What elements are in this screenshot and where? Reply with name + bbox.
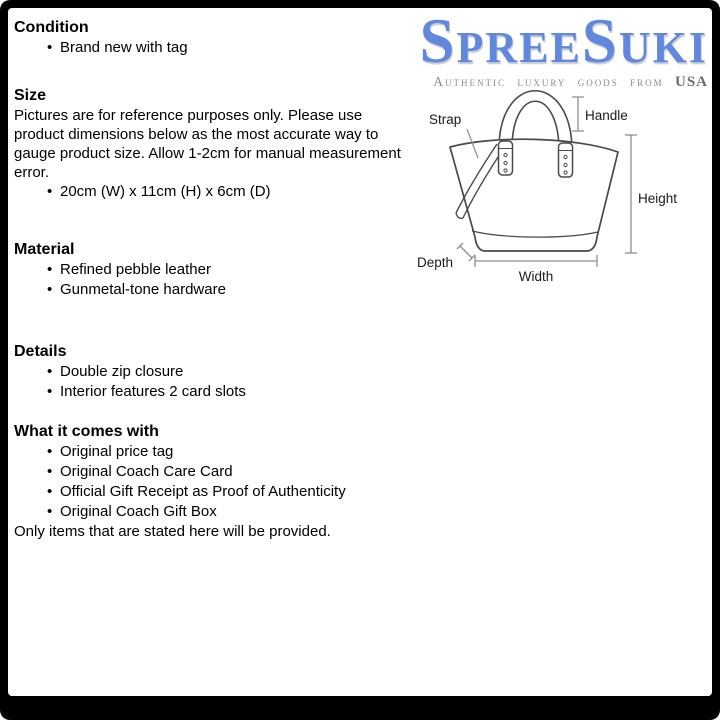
list-item-text: Gunmetal-tone hardware xyxy=(60,281,226,298)
list-item xyxy=(47,482,712,502)
bag-left-tab xyxy=(499,141,513,175)
bullet-dot: • xyxy=(47,39,53,56)
list-item-text: Original Coach Care Card xyxy=(60,463,233,480)
list-item xyxy=(47,462,712,482)
bullet-dot: • xyxy=(47,503,53,520)
condition-list xyxy=(14,38,712,58)
size-list xyxy=(14,182,712,202)
details-list xyxy=(14,362,712,402)
list-item-text: Brand new with tag xyxy=(60,39,188,56)
section-title-details: Details xyxy=(14,343,67,360)
bullet-dot: • xyxy=(47,443,53,460)
list-item-text: Interior features 2 card slots xyxy=(60,383,246,400)
list-item-text: 20cm (W) x 11cm (H) x 6cm (D) xyxy=(60,183,271,200)
list-item xyxy=(47,502,712,522)
bag-strap-end xyxy=(456,213,463,218)
list-item xyxy=(47,280,712,300)
brand-tagline-text: Authentic luxury goods from xyxy=(433,74,664,89)
bullet-dot: • xyxy=(47,183,53,200)
included-list xyxy=(14,442,712,522)
strap-label: Strap xyxy=(429,112,462,127)
bullet-dot: • xyxy=(47,483,53,500)
list-item xyxy=(47,442,712,462)
section-title-material: Material xyxy=(14,241,75,258)
height-label: Height xyxy=(638,191,678,206)
bullet-dot: • xyxy=(47,363,53,380)
bag-right-tab xyxy=(559,143,573,177)
width-label: Width xyxy=(518,269,554,284)
listing-description-panel xyxy=(8,8,712,696)
section-title-condition: Condition xyxy=(14,19,89,36)
list-item-text: Original Coach Gift Box xyxy=(60,503,217,520)
brand-name: SpreeSuki xyxy=(419,8,708,76)
bullet-dot: • xyxy=(47,261,53,278)
bullet-dot: • xyxy=(47,281,53,298)
list-item-text: Original price tag xyxy=(60,443,174,460)
list-item xyxy=(47,38,712,58)
bullet-dot: • xyxy=(47,463,53,480)
list-item xyxy=(47,182,712,202)
list-item xyxy=(47,362,712,382)
list-item-text: Official Gift Receipt as Proof of Authenticity xyxy=(60,483,346,500)
depth-label: Depth xyxy=(417,255,454,270)
list-item-text: Refined pebble leather xyxy=(60,261,211,278)
section-title-size: Size xyxy=(14,87,47,104)
list-item xyxy=(47,260,712,280)
list-item xyxy=(47,382,712,402)
section-title-included: What it comes with xyxy=(14,423,159,440)
bullet-dot: • xyxy=(47,383,53,400)
footer-note: Only items that are stated here will be provided. xyxy=(14,523,331,540)
brand-tagline-usa: USA xyxy=(674,74,708,90)
handle-label: Handle xyxy=(585,108,628,123)
depth-measure-line xyxy=(460,246,472,258)
list-item-text: Double zip closure xyxy=(60,363,184,380)
material-list xyxy=(14,260,712,300)
size-note: Pictures are for reference purposes only. Please use product dimensions below as the most accurate way to gauge product size. Allow 1-2cm for manual measurement error. xyxy=(14,107,401,181)
